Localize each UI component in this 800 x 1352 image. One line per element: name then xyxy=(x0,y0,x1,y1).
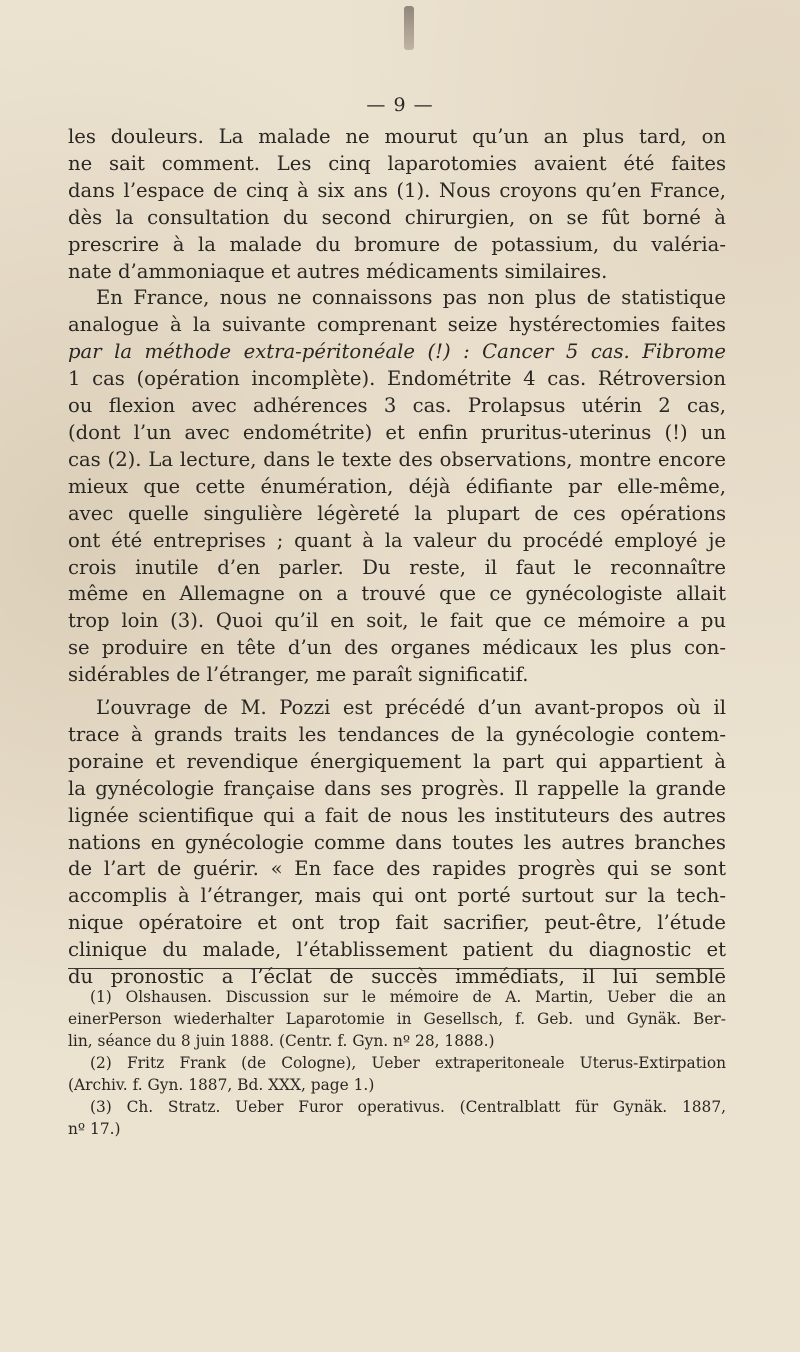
paragraph-3 xyxy=(68,695,726,991)
text-line: clinique du malade, l’établissement patient du diagnostic et xyxy=(68,938,726,962)
footnote-line: einerPerson wiederhalter Laparotomie in Gesellsch, f. Geb. und Gynäk. Ber- xyxy=(68,1010,726,1028)
text-line: nations en gynécologie comme dans toutes les autres branches xyxy=(68,830,726,854)
paragraph-1 xyxy=(68,124,726,285)
text-line: même en Allemagne on a trouvé que ce gynécologiste allait xyxy=(68,582,726,606)
text-line: prescrire à la malade du bromure de potassium, du valéria- xyxy=(68,232,726,256)
footnote-line: (Archiv. f. Gyn. 1887, Bd. XXX, page 1.) xyxy=(68,1076,375,1094)
text-line: nique opératoire et ont trop fait sacrifier, peut-être, l’étude xyxy=(68,911,726,935)
text-line: trop loin (3). Quoi qu’il en soit, le fait que ce mémoire a pu xyxy=(68,609,726,633)
footnote-2 xyxy=(68,1052,726,1096)
text-line: du pronostic a l’éclat de succès immédiats, il lui semble xyxy=(68,965,726,989)
footnote-divider xyxy=(68,968,724,969)
paper-clip-mark xyxy=(404,6,414,50)
footnote-3 xyxy=(68,1096,726,1140)
text-line: crois inutile d’en parler. Du reste, il faut le reconnaître xyxy=(68,555,726,579)
text-line: cas (2). La lecture, dans le texte des observations, montre encore xyxy=(68,447,726,471)
footnote-line: (3) Ch. Stratz. Ueber Furor operativus. (Centralblatt für Gynäk. 1887, xyxy=(90,1098,726,1116)
text-line: 1 cas (opération incomplète). Endométrite 4 cas. Rétroversion xyxy=(68,367,726,391)
text-line: L’ouvrage de M. Pozzi est précédé d’un avant-propos où il xyxy=(96,696,726,720)
footnotes xyxy=(68,986,726,1140)
text-line: analogue à la suivante comprenant seize hystérectomies faites xyxy=(68,313,726,337)
text-line: dès la consultation du second chirurgien, on se fût borné à xyxy=(68,205,726,229)
text-line: ont été entreprises ; quant à la valeur du procédé employé je xyxy=(68,528,726,552)
text-line: de l’art de guérir. « En face des rapides progrès qui se sont xyxy=(68,857,726,881)
text-line: mieux que cette énumération, déjà édifiante par elle-même, xyxy=(68,474,726,498)
text-line: sidérables de l’étranger, me paraît significatif. xyxy=(68,663,529,687)
text-line: ne sait comment. Les cinq laparotomies avaient été faites xyxy=(68,151,726,175)
footnote-line: lin, séance du 8 juin 1888. (Centr. f. Gyn. nº 28, 1888.) xyxy=(68,1032,495,1050)
text-line: les douleurs. La malade ne mourut qu’un an plus tard, on xyxy=(68,125,726,148)
footnote-line: nº 17.) xyxy=(68,1120,121,1138)
text-line: avec quelle singulière légèreté la plupart de ces opérations xyxy=(68,501,726,525)
page-number: — 9 — xyxy=(366,94,434,116)
text-line: dans l’espace de cinq à six ans (1). Nous croyons qu’en France, xyxy=(68,178,726,202)
text-line: accomplis à l’étranger, mais qui ont porté surtout sur la tech- xyxy=(68,884,726,908)
italic-text: méthode extra-péritonéale (!) : Cancer 5 cas. Fibrome xyxy=(144,340,726,364)
text-line: la gynécologie française dans ses progrès. Il rappelle la grande xyxy=(68,776,726,800)
footnote-line: (1) Olshausen. Discussion sur le mémoire de A. Martin, Ueber die an xyxy=(90,988,726,1006)
text-line: poraine et revendique énergiquement la part qui appartient à xyxy=(68,749,726,773)
footnote-line: (2) Fritz Frank (de Cologne), Ueber extraperitoneale Uterus-Extirpation xyxy=(90,1054,726,1072)
text-line: nate d’ammoniaque et autres médicaments similaires. xyxy=(68,259,608,283)
footnote-1 xyxy=(68,986,726,1052)
main-text xyxy=(68,124,726,991)
text-line xyxy=(68,339,726,366)
text-line: En France, nous ne connaissons pas non plus de statistique xyxy=(96,286,726,310)
text-line: trace à grands traits les tendances de la gynécologie contem- xyxy=(68,722,726,746)
text-line: se produire en tête d’un des organes médicaux les plus con- xyxy=(68,636,726,660)
text-line: (dont l’un avec endométrite) et enfin pruritus-uterinus (!) un xyxy=(68,420,726,444)
text-line: ou flexion avec adhérences 3 cas. Prolapsus utérin 2 cas, xyxy=(68,394,726,418)
paragraph-2 xyxy=(68,285,726,689)
text-line: lignée scientifique qui a fait de nous les instituteurs des autres xyxy=(68,803,726,827)
italic-prefix: par la xyxy=(68,340,133,364)
